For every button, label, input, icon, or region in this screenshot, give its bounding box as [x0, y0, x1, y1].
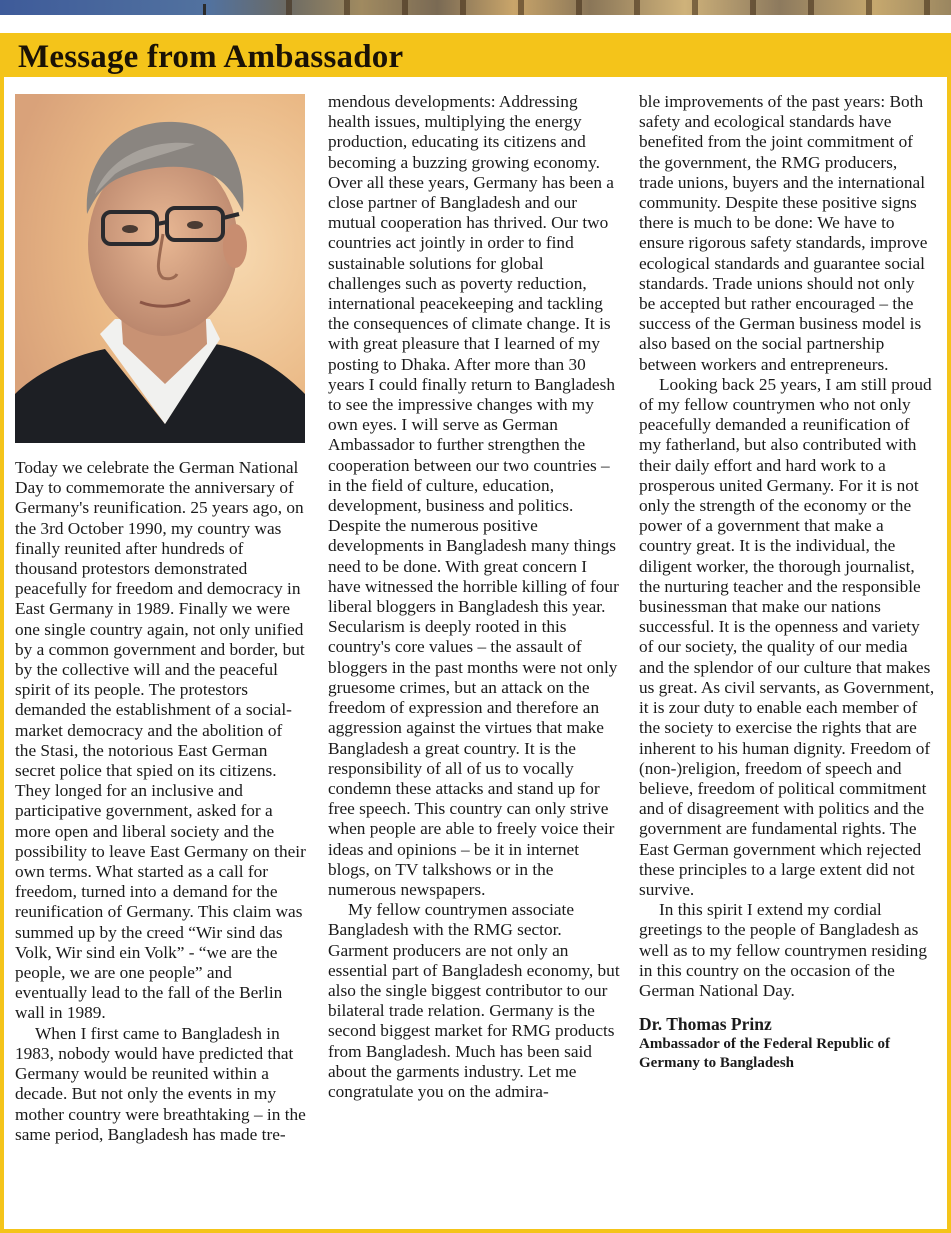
column-3-paragraph-2: Looking back 25 years, I am still proud of my fellow countrymen who not only peacefully demanded a reunification of my fatherland, but also contributed with their daily effort and hard work to a prosperous united Germany. For it is not only the strength of the economy or the power of a government that make a country great. It is the individual, the diligent worker, the thorough journalist, the nurturing teacher and the responsible businessman that make our nations successful. It is the openness and variety of our society, the quality of our media and the splendor of our culture that makes us great. As civil servants, as Government, it is zour duty to enable each member of the society to exercise the rights that are inherent to his human dignity. Freedom of (non-)religion, freedom of speech and believe, freedom of political commitment and of disagreement with politics and the government are fundamental rights. The East German government which rejected these principles to a large extent did not survive. [639, 374, 935, 899]
signature-title-line-1: Ambassador of the Federal Republic of [639, 1036, 890, 1053]
top-photo-strip [0, 0, 951, 15]
signature-name: Dr. Thomas Prinz [639, 1014, 772, 1035]
article-column-1 [15, 458, 307, 1145]
column-1-paragraph-1: Today we celebrate the German National Day to commemorate the anniversary of Germany's reunification. 25 years ago, on the 3rd October 1990, my country was finally reunited after hundreds of thousand protestors demonstrated peacefully for freedom and democracy in East Germany in 1989. Finally we were one single country again, not only unified by a common government and border, but by the collective will and the peaceful spirit of its people. The protestors demanded the establishment of a social-market democracy and the abolition of the Stasi, the notorious East German secret police that spied on its citizens. They longed for an inclusive and participative government, asked for a more open and liberal society and the possibility to leave East Germany on their own terms. What started as a call for freedom, turned into a demand for the reunification of Germany. This claim was summed up by the creed “Wir sind das Volk, Wir sind ein Volk” - “we are the people, we are one people” and eventually lead to the fall of the Berlin wall in 1989. [15, 458, 306, 1023]
column-2-paragraph-1: mendous developments: Addressing health issues, multiplying the energy production, educating its citizens and becoming a buzzing growing economy. Over all these years, Germany has been a close partner of Bangladesh and our mutual cooperation has thrived. Our two countries act jointly in order to find sustainable solutions for global challenges such as poverty reduction, international peacekeeping and tackling the consequences of climate change. It is with great pleasure that I learned of my posting to Dhaka. After more than 30 years I could finally return to Bangladesh to see the impressive changes with my own eyes. I will serve as German Ambassador to further strengthen the cooperation between our two countries – in the field of culture, education, development, business and politics. Despite the numerous positive developments in Bangladesh many things need to be done. With great concern I have witnessed the horrible killing of four liberal bloggers in Bangladesh this year. Secularism is deeply rooted in this country's core values – the assault of bloggers in the past months were not only gruesome crimes, but an attack on the freedom of expression and therefore an aggression against the virtues that make Bangladesh a great country. It is the responsibility of all of us to vocally condemn these attacks and stand up for free speech. This country can only strive when people are able to freely voice their ideas and opinions – be it in internet blogs, on TV talkshows or in the numerous newspapers. [328, 92, 619, 899]
article-column-2 [328, 92, 620, 1102]
column-3-paragraph-3: In this spirit I extend my cordial greetings to the people of Bangladesh as well as to my fellow countrymen residing in this country on the occasion of the German National Day. [639, 900, 927, 1000]
column-1-paragraph-2: When I first came to Bangladesh in 1983, nobody would have predicted that Germany would be reunited within a decade. But not only the events in my mother country were breathtaking – in the same period, Bangladesh has made tre- [15, 1023, 306, 1144]
strip-pillars [286, 0, 951, 15]
column-2-paragraph-2: My fellow countrymen associate Bangladesh with the RMG sector. Garment producers are not only an essential part of Bangladesh economy, but also the single biggest contributor to our bilateral trade relation. Germany is the second biggest market for RMG products from Bangladesh. Much has been said about the garments industry. Let me congratulate you on the admira- [328, 900, 620, 1101]
column-3-paragraph-1: ble improvements of the past years: Both safety and ecological standards have benefited from the joint commitment of the government, the RMG producers, trade unions, buyers and the international community. Despite these positive signs there is much to be done: We have to ensure rigorous safety standards, improve ecological standards and guarantee social standards. Trade unions should not only be accepted but rather encouraged – the success of the German business model is also based on the social partnership between workers and entrepreneurs. [639, 92, 928, 374]
ambassador-portrait [15, 94, 305, 443]
portrait-illustration [15, 94, 305, 443]
strip-flagpole [203, 4, 206, 15]
page-title: Message from Ambassador [18, 39, 404, 75]
article-column-3 [639, 92, 935, 1073]
signature-title-line-2: Germany to Bangladesh [639, 1055, 795, 1072]
signature-block [639, 1014, 935, 1073]
